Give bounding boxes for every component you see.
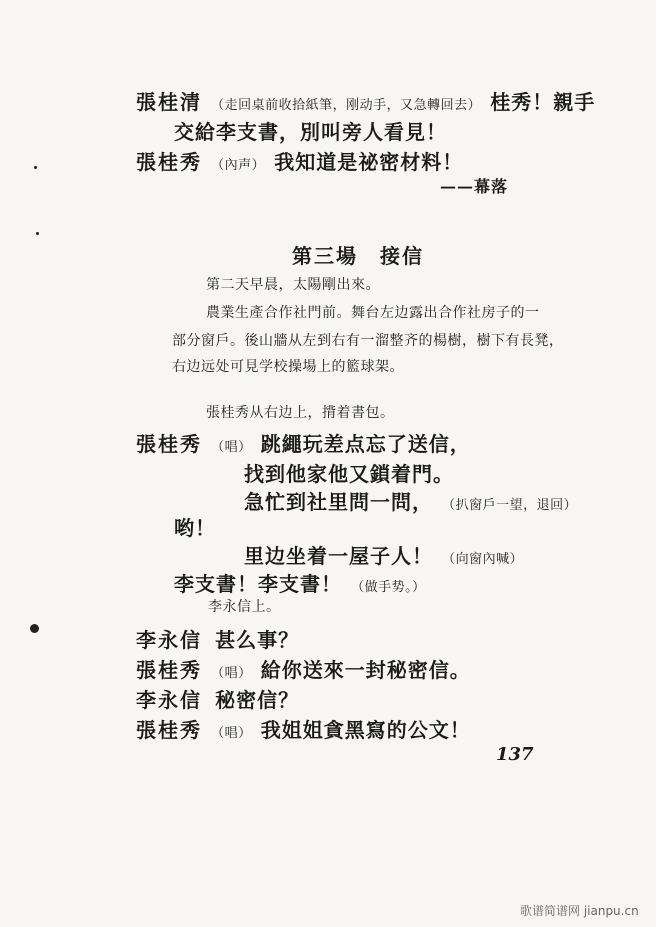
song-text: 跳繩玩差点忘了送信，	[260, 432, 471, 456]
speaker-name: 張桂秀	[136, 718, 202, 742]
stage-direction-enter: 李永信上。	[208, 599, 281, 615]
song-line-2: 找到他家他又鎖着門。	[244, 462, 454, 486]
dialogue-text: 我姐姐貪黑寫的公文！	[260, 718, 471, 742]
watermark: 歌谱简谱网 jianpu.cn	[520, 904, 639, 918]
stage-direction-time: 第二天早晨，太陽剛出來。	[206, 277, 380, 293]
song-line-1	[136, 428, 471, 457]
stage-note: （向窗內喊）	[442, 552, 524, 567]
dialogue-text: 給你送來一封秘密信。	[260, 658, 471, 682]
dialogue-text: 秘密信？	[215, 688, 300, 712]
curtain-note: ——幕落	[440, 177, 509, 196]
scan-speck	[34, 166, 37, 169]
song-text: 里边坐着一屋子人！	[244, 544, 433, 568]
scan-speck	[30, 624, 39, 633]
dialogue-line-2	[136, 146, 463, 175]
stage-note: （唱）	[211, 440, 252, 455]
dialogue-line	[136, 714, 471, 743]
song-line-3	[244, 486, 581, 515]
speaker-name: 李永信	[136, 688, 202, 712]
stage-note: （做手势。）	[351, 580, 426, 595]
dialogue-text: 我知道是祕密材料！	[274, 150, 464, 174]
speaker-name: 張桂清	[136, 90, 202, 114]
stage-note: （唱）	[211, 666, 252, 681]
stage-note: （走回桌前收拾紙筆，刚动手，又急轉回去）	[211, 98, 482, 113]
dialogue-line	[136, 684, 299, 713]
song-text: 李支書！李支書！	[174, 572, 342, 596]
stage-direction-place: 部分窗戶。後山牆从左到右有一溜整齐的楊樹，樹下有長凳，	[172, 333, 564, 349]
stage-direction-enter: 張桂秀从右边上，揹着書包。	[206, 405, 395, 421]
stage-note: （唱）	[211, 726, 252, 741]
stage-note: （內声）	[211, 158, 266, 173]
song-line-5	[244, 540, 527, 569]
speaker-name: 李永信	[136, 628, 202, 652]
stage-direction-place: 右边远处可見学校操場上的籃球架。	[172, 359, 404, 375]
dialogue-line	[136, 624, 299, 653]
scene-title: 第三場 接信	[292, 244, 424, 268]
speaker-name: 張桂秀	[136, 432, 202, 456]
dialogue-text: 甚么事？	[215, 628, 300, 652]
dialogue-line	[136, 654, 471, 683]
scan-speck	[36, 232, 39, 235]
stage-note: （扒窗戶一望，退回）	[442, 498, 578, 513]
dialogue-text: 桂秀！親手	[490, 90, 596, 114]
song-line-4: 哟！	[174, 516, 216, 540]
speaker-name: 張桂秀	[136, 658, 202, 682]
dialogue-line-1	[136, 86, 595, 115]
stage-direction-place: 農業生產合作社門前。舞台左边露出合作社房子的一	[206, 305, 540, 321]
dialogue-line-1-cont: 交給李支書，別叫旁人看見！	[174, 120, 447, 144]
speaker-name: 張桂秀	[136, 150, 202, 174]
page-number: 137	[496, 744, 534, 765]
song-text: 急忙到社里問一問，	[244, 490, 433, 514]
